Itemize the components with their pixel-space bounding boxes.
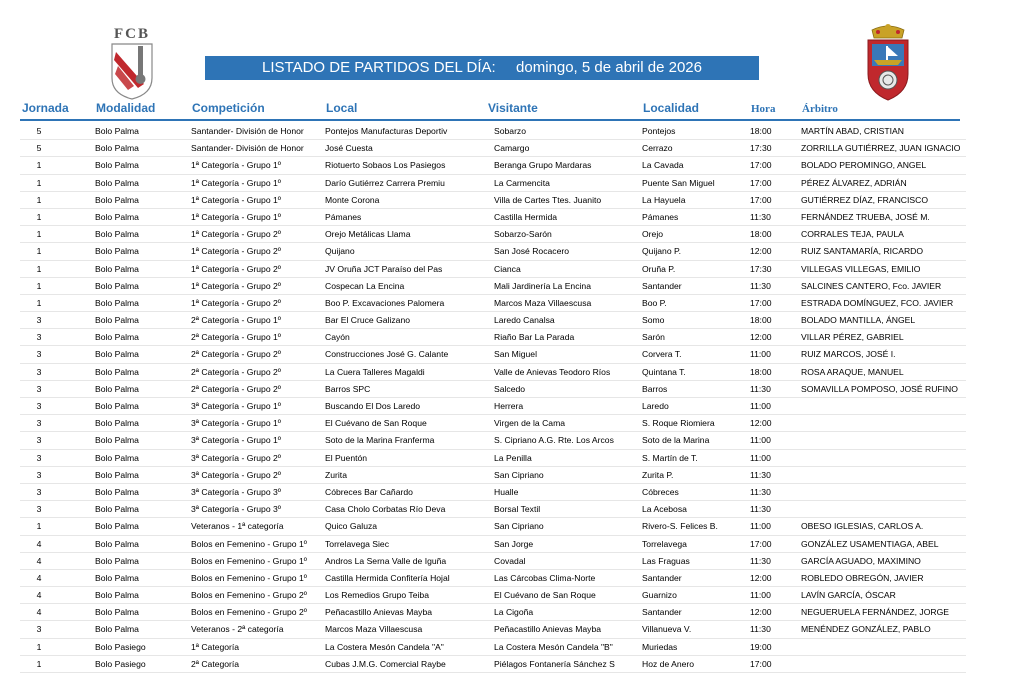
modalidad-cell: Bolo Palma — [95, 624, 139, 635]
localidad-cell: Corvera T. — [642, 349, 682, 360]
visitante-cell: La Costera Mesón Candela "B" — [494, 641, 613, 652]
competicion-cell: 3ª Categoría - Grupo 1º — [191, 435, 281, 446]
jornada-cell: 1 — [36, 297, 42, 308]
localidad-cell: Somo — [642, 315, 665, 326]
arbitro-cell: MENÉNDEZ GONZÁLEZ, PABLO — [801, 624, 931, 635]
jornada-cell: 1 — [36, 521, 42, 532]
table-row — [20, 415, 966, 432]
jornada-cell: 3 — [36, 366, 42, 377]
table-row — [20, 312, 966, 329]
localidad-cell: Villanueva V. — [642, 624, 692, 635]
arbitro-cell: GUTIÉRREZ DÍAZ, FRANCISCO — [801, 194, 929, 205]
visitante-cell: Riaño Bar La Parada — [494, 332, 575, 343]
local-cell: Casa Cholo Corbatas Río Deva — [325, 504, 446, 515]
table-row — [20, 278, 966, 295]
jornada-cell: 4 — [36, 607, 42, 618]
jornada-cell: 1 — [36, 641, 42, 652]
competicion-cell: Bolos en Femenino - Grupo 2º — [191, 590, 307, 601]
hora-cell: 12:00 — [750, 572, 772, 583]
competicion-cell: Bolos en Femenino - Grupo 2º — [191, 607, 307, 618]
table-row — [20, 140, 966, 157]
localidad-cell: S. Roque Riomiera — [642, 418, 715, 429]
jornada-cell: 3 — [36, 452, 42, 463]
competicion-cell: 3ª Categoría - Grupo 3º — [191, 486, 281, 497]
svg-text:FCB: FCB — [114, 26, 150, 42]
local-cell: Zurita — [325, 469, 347, 480]
hora-cell: 18:00 — [750, 126, 772, 136]
visitante-cell: S. Cipriano A.G. Rte. Los Arcos — [494, 435, 614, 446]
arbitro-cell: ROBLEDO OBREGÓN, JAVIER — [801, 572, 924, 583]
modalidad-cell: Bolo Palma — [95, 160, 139, 171]
jornada-cell: 1 — [36, 229, 42, 240]
localidad-cell: Zurita P. — [642, 469, 674, 480]
local-cell: Construcciones José G. Calante — [325, 349, 449, 360]
coat-of-arms-logo — [862, 22, 914, 102]
visitante-cell: Virgen de la Cama — [494, 418, 566, 429]
local-cell: Quico Galuza — [325, 521, 378, 532]
local-cell: La Costera Mesón Candela "A" — [325, 641, 444, 652]
header-divider — [20, 119, 960, 121]
hora-cell: 17:30 — [750, 263, 772, 274]
localidad-cell: Boo P. — [642, 297, 667, 308]
col-hora: Hora — [751, 103, 776, 115]
modalidad-cell: Bolo Pasiego — [95, 641, 146, 652]
competicion-cell: 1ª Categoría - Grupo 1º — [191, 177, 281, 188]
hora-cell: 17:00 — [750, 194, 772, 205]
competicion-cell: 2ª Categoría - Grupo 2º — [191, 383, 281, 394]
competicion-cell: Veteranos - 1ª categoría — [191, 521, 284, 532]
visitante-cell: Mali Jardinería La Encina — [494, 280, 591, 291]
arbitro-cell: NEGUERUELA FERNÁNDEZ, JORGE — [801, 607, 950, 618]
hora-cell: 11:00 — [750, 401, 771, 411]
table-row — [20, 604, 966, 621]
modalidad-cell: Bolo Palma — [95, 349, 139, 360]
hora-cell: 17:00 — [750, 538, 772, 549]
col-competicion: Competición — [192, 101, 265, 115]
hora-cell: 18:00 — [750, 315, 772, 326]
col-arbitro: Árbitro — [802, 103, 838, 115]
modalidad-cell: Bolo Palma — [95, 143, 139, 154]
competicion-cell: 1ª Categoría - Grupo 2º — [191, 280, 281, 291]
jornada-cell: 3 — [36, 349, 42, 360]
modalidad-cell: Bolo Palma — [95, 521, 139, 532]
local-cell: Cospecan La Encina — [325, 280, 405, 291]
localidad-cell: Oruña P. — [642, 263, 676, 274]
jornada-cell: 5 — [36, 126, 42, 136]
hora-cell: 12:00 — [750, 418, 772, 429]
local-cell: Monte Corona — [325, 194, 380, 205]
hora-cell: 11:00 — [750, 435, 771, 446]
visitante-cell: Peñacastillo Anievas Mayba — [494, 624, 602, 635]
localidad-cell: La Cavada — [642, 160, 684, 171]
table-row — [20, 467, 966, 484]
hora-cell: 17:00 — [750, 297, 772, 308]
col-jornada: Jornada — [22, 101, 69, 115]
jornada-cell: 5 — [36, 143, 42, 154]
modalidad-cell: Bolo Palma — [95, 177, 139, 188]
visitante-cell: Sobarzo — [494, 126, 527, 136]
table-row — [20, 192, 966, 209]
arbitro-cell: CORRALES TEJA, PAULA — [801, 229, 904, 240]
modalidad-cell: Bolo Palma — [95, 211, 139, 222]
competicion-cell: 3ª Categoría - Grupo 2º — [191, 452, 281, 463]
local-cell: Peñacastillo Anievas Mayba — [325, 607, 433, 618]
arbitro-cell: FERNÁNDEZ TRUEBA, JOSÉ M. — [801, 211, 930, 222]
visitante-cell: San Miguel — [494, 349, 537, 360]
competicion-cell: 1ª Categoría — [191, 641, 240, 652]
competicion-cell: 1ª Categoría - Grupo 2º — [191, 297, 281, 308]
arbitro-cell: BOLADO PEROMINGO, ANGEL — [801, 160, 927, 171]
table-row — [20, 518, 966, 535]
jornada-cell: 1 — [36, 263, 42, 274]
visitante-cell: El Cuévano de San Roque — [494, 590, 596, 601]
local-cell: Pontejos Manufacturas Deportiv — [325, 126, 448, 136]
localidad-cell: La Acebosa — [642, 504, 687, 515]
local-cell: Orejo Metálicas Llama — [325, 229, 411, 240]
localidad-cell: Quijano P. — [642, 246, 682, 257]
jornada-cell: 1 — [36, 280, 42, 291]
visitante-cell: Piélagos Fontanería Sánchez S — [494, 658, 615, 669]
arbitro-cell: ZORRILLA GUTIÉRREZ, JUAN IGNACIO — [801, 143, 961, 154]
modalidad-cell: Bolo Palma — [95, 486, 139, 497]
page-title — [205, 56, 759, 80]
table-row — [20, 381, 966, 398]
arbitro-cell: RUIZ SANTAMARÍA, RICARDO — [801, 246, 924, 257]
visitante-cell: San José Rocacero — [494, 246, 569, 257]
fcb-logo — [104, 22, 160, 100]
competicion-cell: 2ª Categoría - Grupo 1º — [191, 315, 281, 326]
localidad-cell: Las Fraguas — [642, 555, 690, 566]
jornada-cell: 4 — [36, 555, 42, 566]
local-cell: Darío Gutiérrez Carrera Premiu — [325, 177, 445, 188]
localidad-cell: Santander — [642, 607, 682, 618]
visitante-cell: La Carmencita — [494, 177, 550, 188]
hora-cell: 19:00 — [750, 641, 772, 652]
hora-cell: 17:00 — [750, 160, 772, 171]
col-local: Local — [326, 101, 358, 115]
hora-cell: 18:00 — [750, 229, 772, 240]
competicion-cell: Veteranos - 2ª categoría — [191, 624, 284, 635]
modalidad-cell: Bolo Palma — [95, 607, 139, 618]
competicion-cell: 3ª Categoría - Grupo 1º — [191, 401, 281, 411]
arbitro-cell: GONZÁLEZ USAMENTIAGA, ABEL — [801, 538, 939, 549]
modalidad-cell: Bolo Palma — [95, 435, 139, 446]
hora-cell: 17:30 — [750, 143, 772, 154]
table-row — [20, 175, 966, 192]
localidad-cell: La Hayuela — [642, 194, 686, 205]
hora-cell: 11:30 — [750, 624, 771, 635]
jornada-cell: 3 — [36, 486, 42, 497]
visitante-cell: La Penilla — [494, 452, 532, 463]
visitante-cell: Hualle — [494, 486, 519, 497]
visitante-cell: Covadal — [494, 555, 526, 566]
localidad-cell: Orejo — [642, 229, 664, 240]
jornada-cell: 1 — [36, 211, 42, 222]
hora-cell: 17:00 — [750, 177, 772, 188]
hora-cell: 12:00 — [750, 246, 772, 257]
arbitro-cell: GARCÍA AGUADO, MAXIMINO — [801, 555, 921, 566]
local-cell: Bar El Cruce Galizano — [325, 315, 411, 326]
localidad-cell: Soto de la Marina — [642, 435, 710, 446]
table-row — [20, 621, 966, 638]
localidad-cell: Santander — [642, 572, 682, 583]
hora-cell: 11:30 — [750, 486, 771, 497]
table-row — [20, 123, 966, 140]
jornada-cell: 1 — [36, 177, 42, 188]
local-cell: Quijano — [325, 246, 355, 257]
matches-table — [20, 123, 966, 673]
localidad-cell: Laredo — [642, 401, 669, 411]
localidad-cell: Rivero-S. Felices B. — [642, 521, 718, 532]
table-row — [20, 656, 966, 673]
visitante-cell: Villa de Cartes Ttes. Juanito — [494, 194, 602, 205]
competicion-cell: Bolos en Femenino - Grupo 1º — [191, 555, 307, 566]
hora-cell: 11:30 — [750, 383, 771, 394]
competicion-cell: 1ª Categoría - Grupo 1º — [191, 194, 281, 205]
arbitro-cell: OBESO IGLESIAS, CARLOS A. — [801, 521, 924, 532]
local-cell: Boo P. Excavaciones Palomera — [325, 297, 445, 308]
table-row — [20, 450, 966, 467]
arbitro-cell: PÉREZ ÁLVAREZ, ADRIÁN — [801, 177, 907, 188]
local-cell: Marcos Maza Villaescusa — [325, 624, 423, 635]
hora-cell: 11:30 — [750, 555, 771, 566]
modalidad-cell: Bolo Palma — [95, 332, 139, 343]
localidad-cell: Santander — [642, 280, 682, 291]
competicion-cell: Santander- División de Honor — [191, 126, 304, 136]
competicion-cell: 3ª Categoría - Grupo 1º — [191, 418, 281, 429]
localidad-cell: Hoz de Anero — [642, 658, 695, 669]
local-cell: José Cuesta — [325, 143, 373, 154]
competicion-cell: 1ª Categoría - Grupo 2º — [191, 263, 281, 274]
col-modalidad: Modalidad — [96, 101, 156, 115]
visitante-cell: San Cipriano — [494, 521, 544, 532]
table-row — [20, 364, 966, 381]
hora-cell: 11:00 — [750, 452, 771, 463]
competicion-cell: 3ª Categoría - Grupo 3º — [191, 504, 281, 515]
localidad-cell: S. Martín de T. — [642, 452, 698, 463]
modalidad-cell: Bolo Palma — [95, 263, 139, 274]
visitante-cell: San Cipriano — [494, 469, 544, 480]
jornada-cell: 3 — [36, 504, 42, 515]
local-cell: El Puentón — [325, 452, 368, 463]
visitante-cell: Herrera — [494, 401, 524, 411]
arbitro-cell: LAVÍN GARCÍA, ÓSCAR — [801, 590, 896, 601]
local-cell: Riotuerto Sobaos Los Pasiegos — [325, 160, 446, 171]
local-cell: Los Remedios Grupo Teiba — [325, 590, 429, 601]
arbitro-cell: MARTÍN ABAD, CRISTIAN — [801, 126, 904, 136]
modalidad-cell: Bolo Palma — [95, 538, 139, 549]
visitante-cell: Castilla Hermida — [494, 211, 558, 222]
hora-cell: 18:00 — [750, 366, 772, 377]
competicion-cell: 1ª Categoría - Grupo 2º — [191, 246, 281, 257]
arbitro-cell: RUIZ MARCOS, JOSÉ I. — [801, 349, 896, 360]
col-localidad: Localidad — [643, 101, 700, 115]
table-row — [20, 587, 966, 604]
local-cell: Torrelavega Siec — [325, 538, 390, 549]
modalidad-cell: Bolo Palma — [95, 315, 139, 326]
visitante-cell: Las Cárcobas Clima-Norte — [494, 572, 596, 583]
jornada-cell: 3 — [36, 315, 42, 326]
arbitro-cell: ROSA ARAQUE, MANUEL — [801, 366, 904, 377]
hora-cell: 12:00 — [750, 332, 772, 343]
jornada-cell: 4 — [36, 590, 42, 601]
local-cell: JV Oruña JCT Paraíso del Pas — [325, 263, 443, 274]
visitante-cell: San Jorge — [494, 538, 534, 549]
local-cell: Barros SPC — [325, 383, 371, 394]
visitante-cell: Beranga Grupo Mardaras — [494, 160, 592, 171]
table-row — [20, 226, 966, 243]
jornada-cell: 1 — [36, 160, 42, 171]
jornada-cell: 3 — [36, 332, 42, 343]
local-cell: El Cuévano de San Roque — [325, 418, 427, 429]
hora-cell: 11:30 — [750, 504, 771, 515]
table-row — [20, 398, 966, 415]
jornada-cell: 3 — [36, 418, 42, 429]
hora-cell: 12:00 — [750, 607, 772, 618]
arbitro-cell: BOLADO MANTILLA, ÁNGEL — [801, 315, 916, 326]
jornada-cell: 3 — [36, 469, 42, 480]
localidad-cell: Cóbreces — [642, 486, 679, 497]
hora-cell: 11:30 — [750, 469, 771, 480]
table-row — [20, 639, 966, 656]
visitante-cell: Marcos Maza Villaescusa — [494, 297, 592, 308]
localidad-cell: Barros — [642, 383, 668, 394]
visitante-cell: Cianca — [494, 263, 521, 274]
local-cell: Cayón — [325, 332, 350, 343]
modalidad-cell: Bolo Palma — [95, 418, 139, 429]
competicion-cell: 3ª Categoría - Grupo 2º — [191, 469, 281, 480]
localidad-cell: Quintana T. — [642, 366, 686, 377]
jornada-cell: 3 — [36, 383, 42, 394]
competicion-cell: Bolos en Femenino - Grupo 1º — [191, 538, 307, 549]
modalidad-cell: Bolo Palma — [95, 572, 139, 583]
localidad-cell: Muriedas — [642, 641, 678, 652]
hora-cell: 11:30 — [750, 280, 771, 291]
modalidad-cell: Bolo Pasiego — [95, 658, 146, 669]
modalidad-cell: Bolo Palma — [95, 555, 139, 566]
localidad-cell: Pontejos — [642, 126, 676, 136]
jornada-cell: 3 — [36, 435, 42, 446]
modalidad-cell: Bolo Palma — [95, 452, 139, 463]
jornada-cell: 1 — [36, 246, 42, 257]
title-date: domingo, 5 de abril de 2026 — [516, 59, 702, 76]
hora-cell: 11:00 — [750, 521, 771, 532]
hora-cell: 11:00 — [750, 349, 771, 360]
hora-cell: 17:00 — [750, 658, 772, 669]
visitante-cell: Sobarzo-Sarón — [494, 229, 552, 240]
jornada-cell: 1 — [36, 194, 42, 205]
table-row — [20, 570, 966, 587]
jornada-cell: 3 — [36, 624, 42, 635]
visitante-cell: Camargo — [494, 143, 530, 154]
visitante-cell: Laredo Canalsa — [494, 315, 555, 326]
competicion-cell: 2ª Categoría — [191, 658, 240, 669]
title-text: LISTADO DE PARTIDOS DEL DÍA: — [262, 59, 496, 76]
visitante-cell: Salcedo — [494, 383, 526, 394]
modalidad-cell: Bolo Palma — [95, 366, 139, 377]
arbitro-cell: SALCINES CANTERO, Fco. JAVIER — [801, 280, 942, 291]
localidad-cell: Torrelavega — [642, 538, 687, 549]
modalidad-cell: Bolo Palma — [95, 246, 139, 257]
visitante-cell: Valle de Anievas Teodoro Ríos — [494, 366, 611, 377]
hora-cell: 11:00 — [750, 590, 771, 601]
competicion-cell: 2ª Categoría - Grupo 1º — [191, 332, 281, 343]
competicion-cell: 1ª Categoría - Grupo 2º — [191, 229, 281, 240]
modalidad-cell: Bolo Palma — [95, 469, 139, 480]
localidad-cell: Puente San Miguel — [642, 177, 715, 188]
arbitro-cell: VILLEGAS VILLEGAS, EMILIO — [801, 263, 921, 274]
hora-cell: 11:30 — [750, 211, 771, 222]
competicion-cell: 1ª Categoría - Grupo 1º — [191, 160, 281, 171]
table-row — [20, 501, 966, 518]
table-row — [20, 329, 966, 346]
modalidad-cell: Bolo Palma — [95, 194, 139, 205]
table-row — [20, 484, 966, 501]
arbitro-cell: SOMAVILLA POMPOSO, JOSÉ RUFINO — [801, 383, 958, 394]
localidad-cell: Pámanes — [642, 211, 679, 222]
table-row — [20, 243, 966, 260]
arbitro-cell: ESTRADA DOMÍNGUEZ, FCO. JAVIER — [801, 297, 954, 308]
local-cell: Andros La Serna Valle de Iguña — [325, 555, 447, 566]
competicion-cell: 2ª Categoría - Grupo 2º — [191, 366, 281, 377]
table-row — [20, 209, 966, 226]
jornada-cell: 1 — [36, 658, 42, 669]
local-cell: Cubas J.M.G. Comercial Raybe — [325, 658, 446, 669]
table-row — [20, 553, 966, 570]
table-row — [20, 432, 966, 449]
table-row — [20, 261, 966, 278]
competicion-cell: 2ª Categoría - Grupo 2º — [191, 349, 281, 360]
modalidad-cell: Bolo Palma — [95, 126, 139, 136]
modalidad-cell: Bolo Palma — [95, 504, 139, 515]
localidad-cell: Cerrazo — [642, 143, 673, 154]
table-header — [20, 101, 960, 119]
local-cell: Cóbreces Bar Cañardo — [325, 486, 413, 497]
localidad-cell: Guarnizo — [642, 590, 677, 601]
local-cell: La Cuera Talleres Magaldi — [325, 366, 425, 377]
table-row — [20, 346, 966, 363]
modalidad-cell: Bolo Palma — [95, 280, 139, 291]
local-cell: Buscando El Dos Laredo — [325, 401, 421, 411]
visitante-cell: Borsal Textil — [494, 504, 541, 515]
col-visitante: Visitante — [488, 101, 538, 115]
local-cell: Pámanes — [325, 211, 362, 222]
competicion-cell: Santander- División de Honor — [191, 143, 304, 154]
arbitro-cell: VILLAR PÉREZ, GABRIEL — [801, 332, 904, 343]
competicion-cell: Bolos en Femenino - Grupo 1º — [191, 572, 307, 583]
competicion-cell: 1ª Categoría - Grupo 1º — [191, 211, 281, 222]
local-cell: Soto de la Marina Franferma — [325, 435, 435, 446]
modalidad-cell: Bolo Palma — [95, 590, 139, 601]
jornada-cell: 3 — [36, 401, 42, 411]
table-row — [20, 157, 966, 174]
modalidad-cell: Bolo Palma — [95, 297, 139, 308]
modalidad-cell: Bolo Palma — [95, 383, 139, 394]
modalidad-cell: Bolo Palma — [95, 401, 139, 411]
visitante-cell: La Cigoña — [494, 607, 534, 618]
table-row — [20, 295, 966, 312]
table-row — [20, 536, 966, 553]
localidad-cell: Sarón — [642, 332, 665, 343]
modalidad-cell: Bolo Palma — [95, 229, 139, 240]
jornada-cell: 4 — [36, 572, 42, 583]
local-cell: Castilla Hermida Confitería Hojal — [325, 572, 450, 583]
jornada-cell: 4 — [36, 538, 42, 549]
